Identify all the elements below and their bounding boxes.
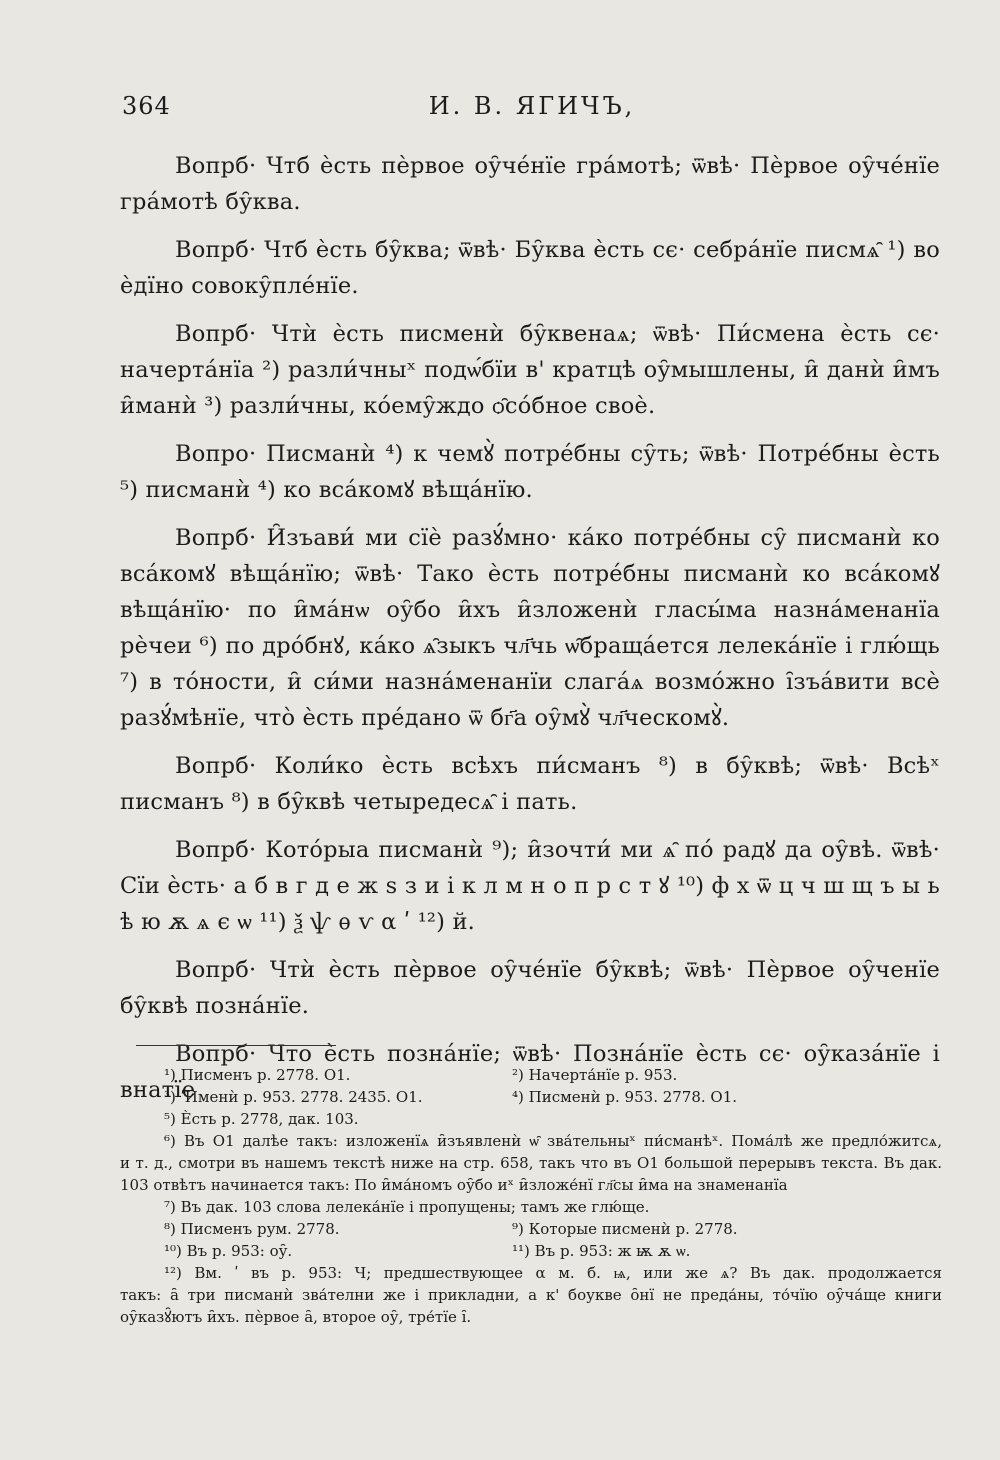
footnote: ²) Начерта́нїе р. 953. bbox=[512, 1066, 678, 1084]
footnote-row bbox=[120, 1240, 942, 1262]
footnote: ¹⁰) Въ р. 953: оу̑. bbox=[164, 1242, 293, 1260]
footnotes bbox=[120, 1064, 942, 1328]
footnote-line: ¹²) Вм. ʹ въ р. 953: Ч; предшествующее α м. б. ѩ, или же ѧ? Въ дак. продолжается bbox=[164, 1264, 942, 1282]
paragraph: Вопро· Писманѝ ⁴) к чемꙋ̀ потре́бны су̑ть; ѿвѣ· Потре́бны ѐсть ⁵) писманѝ ⁴) ко вса́комꙋ вѣща́нїю. bbox=[120, 441, 940, 503]
footnote-line: и т. д., смотри въ нашемъ текстѣ ниже на стр. 658, такъ что въ О1 большой перерывъ текста. Въ дак. 103 отвѣтъ начинается такъ: По и̑ма́номъ оу̑бо иˣ и̑зложе́нї гл҃сы и̑ма на знаменанїа bbox=[120, 1154, 942, 1194]
footnote-row bbox=[120, 1108, 942, 1130]
footnote: ¹¹) Въ р. 953: ж ѭ ѫ ѡ. bbox=[512, 1242, 691, 1260]
paragraph: Вопрб· Чтб ѐсть бу̑ква; ѿвѣ· Бу̑ква ѐсть сє· себра́нїе писмѧ̑ ¹) во ѐдїно совоку̑пле́нїе. bbox=[120, 237, 940, 299]
footnote: ⁹) Которые писменѝ р. 2778. bbox=[512, 1220, 738, 1238]
footnote: ⁵) Ѐсть р. 2778, дак. 103. bbox=[164, 1110, 359, 1128]
footnote-row bbox=[120, 1086, 942, 1108]
footnote-line: такъ: а̑ три писманѝ зва́телни же і прикладни, а к' боукве о̑нї не преда́ны, то́чїю оу̑ча́ще книги bbox=[120, 1286, 942, 1304]
footnote-divider bbox=[136, 1045, 336, 1046]
footnote: ³) ʹИменѝ р. 953. 2778. 2435. О1. bbox=[164, 1088, 423, 1106]
running-head: И. В. ЯГИЧЪ, bbox=[428, 92, 636, 120]
paragraph: Вопрб· И̑зъави́ ми сїѐ разꙋ́мно· ка́ко потре́бны су̑ писманѝ ко вса́комꙋ вѣща́нїю; ѿвѣ· Тако ѐсть потре́бны писманѝ ко вса́комꙋ вѣща́нїю· по и̑ма́нѡ оу̑бо и̑хъ и̑зложенѝ гласы́ма назна́менанїа рѐчеи ⁶) по дро́бнꙋ, ка́ко ѧ̑зыкъ чл҃чь ѡ̑браща́ется лелека́нїе і глю́щь ⁷) в то́ности, и̑ си́ми назна́менанїи слага́ѧ возмо́жно і̑зъа́вити всѐ разꙋ́мѣнїе, что̀ ѐсть пре́дано ѿ бг҃а оу̑мꙋ̀ чл҃ческомꙋ̀. bbox=[120, 525, 940, 731]
footnote-line: ⁶) Въ О1 далѣе такъ: изложенїѧ и̑зъявленѝ ѡ̑ зва́тельныˣ пи́сманѣˣ. Пома́лѣ же предло́житсѧ, bbox=[164, 1132, 942, 1150]
main-text bbox=[120, 148, 940, 1120]
footnote: ⁸) Писменъ рум. 2778. bbox=[164, 1220, 340, 1238]
footnote: ¹) Писменъ р. 2778. О1. bbox=[164, 1066, 351, 1084]
paragraph: Вопрб· Что ѐсть позна́нїе; ѿвѣ· Позна́нїе ѐсть сє· оу̑каза́нїе і внатїе bbox=[120, 1041, 940, 1103]
footnote-row bbox=[120, 1218, 942, 1240]
paragraph: Вопрб· Чтб ѐсть пѐрвое оу̑че́нїе гра́мотѣ; ѿвѣ· Пѐрвое оу̑че́нїе гра́мотѣ бу̑ква. bbox=[120, 153, 940, 215]
paragraph: Вопрб· Кото́рыа писманѝ ⁹); и̑зочти́ ми ѧ̑ по́ радꙋ да оу̑вѣ. ѿвѣ· Сїи ѐсть· а б в г д е ж ѕ з и і к л м н о п р с т ꙋ ¹⁰) ф х ѿ ц ч ш щ ъ ы ь ѣ ю ѫ ѧ є ѡ ¹¹) ѯ ѱ ѳ ѵ α ʹ ¹²) й. bbox=[120, 837, 940, 935]
paragraph: Вопрб· Коли́ко ѐсть всѣхъ пи́сманъ ⁸) в бу̑квѣ; ѿвѣ· Всѣˣ писманъ ⁸) в бу̑квѣ четыредесѧ̑ і пать. bbox=[120, 753, 940, 815]
footnote: ⁴) Писменѝ р. 953. 2778. О1. bbox=[512, 1088, 738, 1106]
paragraph: Вопрб· Чтѝ ѐсть пѐрвое оу̑че́нїе бу̑квѣ; ѿвѣ· Пѐрвое оу̑ченїе бу̑квѣ позна́нїе. bbox=[120, 957, 940, 1019]
page-header bbox=[122, 92, 942, 132]
paragraph: Вопрб· Чтѝ ѐсть писменѝ бу̑квенаѧ; ѿвѣ· Пи́смена ѐсть сє· начерта́нїа ²) разли́чныˣ подѡ́бїи в' кратцѣ оу̑мышлены, и̑ данѝ и̑мъ и̑манѝ ³) разли́чны, ко́ему̑ждо ѻ̑со́бное своѐ. bbox=[120, 321, 940, 419]
footnote: ⁷) Въ дак. 103 слова лелека́нїе і пропущены; тамъ же глю́ще. bbox=[164, 1198, 650, 1216]
footnote-line: оу̑казꙋ̑ютъ и̑хъ. пѐрвое а̑, второе оу̑, тре́тїе і̑. bbox=[120, 1308, 472, 1326]
footnote-row bbox=[120, 1064, 942, 1086]
page-number: 364 bbox=[122, 92, 171, 120]
